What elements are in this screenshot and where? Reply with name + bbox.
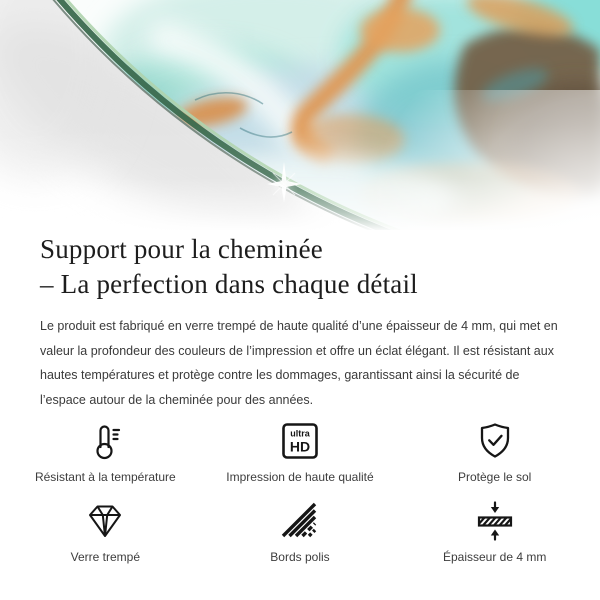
feature-label: Verre trempé <box>70 550 141 564</box>
product-hero-image <box>0 0 600 230</box>
feature-label: Impression de haute qualité <box>226 470 374 484</box>
feature-label: Protège le sol <box>457 470 532 484</box>
ultra-hd-icon <box>203 418 398 464</box>
product-description: Le produit est fabriqué en verre trempé de haute qualité d’une épaisseur de 4 mm, qui met en valeur la profondeur des couleurs de l’impression et offre un éclat élégant. Il est résistant aux hautes températures et protège contre les dommages, garantissant ainsi la sécurité de l’espace autour de la cheminée pour des années. <box>40 319 558 407</box>
feature-item-polished-edges <box>203 498 398 564</box>
thermometer-icon <box>8 418 203 464</box>
feature-item-floor-protection <box>397 418 592 484</box>
diamond-icon <box>8 498 203 544</box>
feature-item-tempered-glass <box>8 498 203 564</box>
title-line-2: – La perfection dans chaque détail <box>40 269 418 299</box>
title-line-1: Support pour la cheminée <box>40 234 323 264</box>
thickness-press-icon <box>397 498 592 544</box>
feature-label: Épaisseur de 4 mm <box>442 550 547 564</box>
feature-grid <box>8 418 592 564</box>
corner-fade <box>350 90 600 230</box>
svg-text:ultra: ultra <box>290 428 310 439</box>
glass-panel-art <box>0 0 600 230</box>
polished-edges-icon <box>203 498 398 544</box>
feature-label: Résistant à la température <box>34 470 176 484</box>
feature-item-print-quality <box>203 418 398 484</box>
feature-label: Bords polis <box>270 550 330 564</box>
feature-item-thickness <box>397 498 592 564</box>
product-info-section <box>0 232 600 412</box>
shield-check-icon <box>397 418 592 464</box>
svg-text:HD: HD <box>289 438 311 455</box>
feature-item-temperature <box>8 418 203 484</box>
page-title <box>40 232 560 302</box>
